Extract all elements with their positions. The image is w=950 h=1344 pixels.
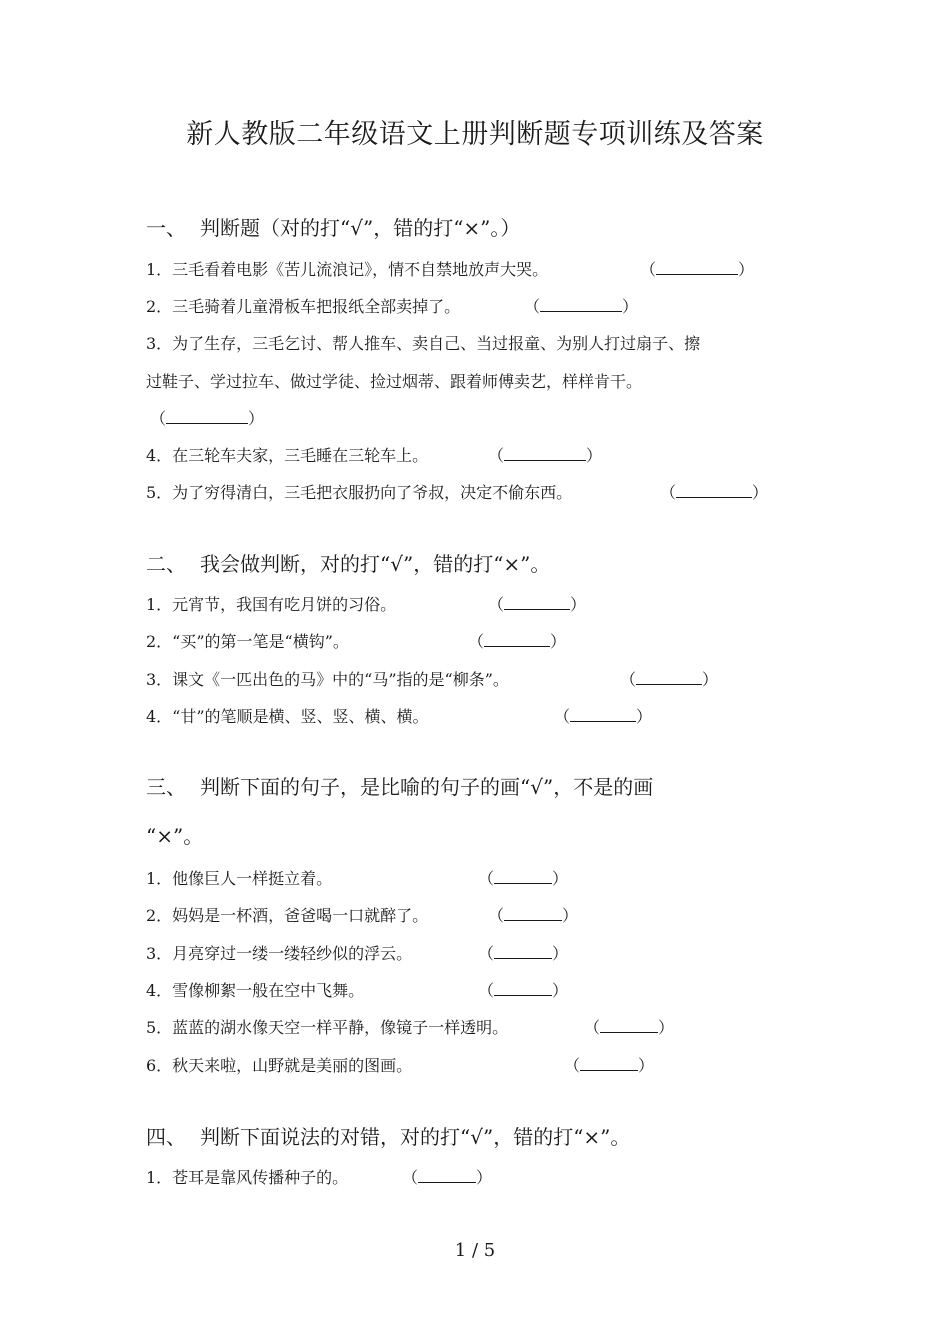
- answer-blank[interactable]: （ ）: [524, 297, 639, 316]
- question-item: 5．为了穷得清白，三毛把衣服扔向了爷叔，决定不偷东西。: [146, 483, 573, 502]
- answer-blank[interactable]: （ ）: [478, 981, 569, 1000]
- answer-blank[interactable]: （ ）: [488, 906, 579, 925]
- page-number: 1 / 5: [454, 1240, 496, 1261]
- question-item: 5．蓝蓝的湖水像天空一样平静，像镜子一样透明。: [146, 1018, 509, 1037]
- question-item: 4．雪像柳絮一般在空中飞舞。: [146, 981, 365, 1000]
- question-item: 2．“买”的第一笔是“横钩”。: [146, 632, 349, 651]
- section-3-heading-continued: “×”。: [146, 824, 204, 848]
- answer-blank[interactable]: （ ）: [640, 260, 755, 279]
- question-item: 3．为了生存，三毛乞讨、帮人推车、卖自己、当过报童、为别人打过扇子、擦: [146, 334, 701, 353]
- answer-blank[interactable]: （ ）: [468, 632, 567, 651]
- answer-blank[interactable]: （ ）: [488, 446, 603, 465]
- page-title: 新人教版二年级语文上册判断题专项训练及答案: [186, 119, 764, 150]
- section-2-heading: [146, 548, 550, 577]
- section-2-number: 二、: [146, 552, 186, 576]
- section-1-title: 判断题（对的打“√”，错的打“×”。）: [200, 216, 521, 240]
- answer-blank[interactable]: （ ）: [620, 670, 719, 689]
- question-item: 2．三毛骑着儿童滑板车把报纸全部卖掉了。: [146, 297, 461, 316]
- question-item: 1．他像巨人一样挺立着。: [146, 869, 333, 888]
- question-item: 2．妈妈是一杯酒，爸爸喝一口就醉了。: [146, 906, 429, 925]
- answer-blank[interactable]: （ ）: [488, 595, 587, 614]
- question-item: 3．课文《一匹出色的马》中的“马”指的是“柳条”。: [146, 670, 509, 689]
- answer-blank[interactable]: （ ）: [478, 869, 569, 888]
- section-1-heading: [146, 212, 520, 241]
- question-item: 3．月亮穿过一缕一缕轻纱似的浮云。: [146, 944, 413, 963]
- section-3-heading: [146, 771, 653, 800]
- answer-blank[interactable]: （ ）: [150, 409, 265, 428]
- answer-blank[interactable]: （ ）: [660, 483, 769, 502]
- section-2-title: 我会做判断，对的打“√”，错的打“×”。: [200, 552, 551, 576]
- question-item: 4．在三轮车夫家，三毛睡在三轮车上。: [146, 446, 429, 465]
- question-item: 6．秋天来啦，山野就是美丽的图画。: [146, 1056, 413, 1075]
- answer-blank[interactable]: （ ）: [584, 1018, 675, 1037]
- section-4-number: 四、: [146, 1125, 186, 1149]
- question-item-continued: 过鞋子、学过拉车、做过学徒、捡过烟蒂、跟着师傅卖艺，样样肯干。: [146, 372, 643, 391]
- section-3-number: 三、: [146, 775, 186, 799]
- answer-blank[interactable]: （ ）: [564, 1056, 655, 1075]
- section-4-title: 判断下面说法的对错，对的打“√”，错的打“×”。: [200, 1125, 631, 1149]
- section-4-heading: [146, 1121, 630, 1150]
- answer-blank[interactable]: （ ）: [554, 707, 653, 726]
- section-3-title: 判断下面的句子，是比喻的句子的画“√”，不是的画: [200, 775, 654, 799]
- section-1-number: 一、: [146, 216, 186, 240]
- question-item: 1．苍耳是靠风传播种子的。: [146, 1168, 349, 1187]
- answer-blank[interactable]: （ ）: [402, 1168, 493, 1187]
- answer-blank[interactable]: （ ）: [478, 944, 569, 963]
- question-item: 1．三毛看着电影《苦儿流浪记》，情不自禁地放声大哭。: [146, 260, 549, 279]
- question-item: 1．元宵节，我国有吃月饼的习俗。: [146, 595, 397, 614]
- question-item: 4．“甘”的笔顺是横、竖、竖、横、横。: [146, 707, 429, 726]
